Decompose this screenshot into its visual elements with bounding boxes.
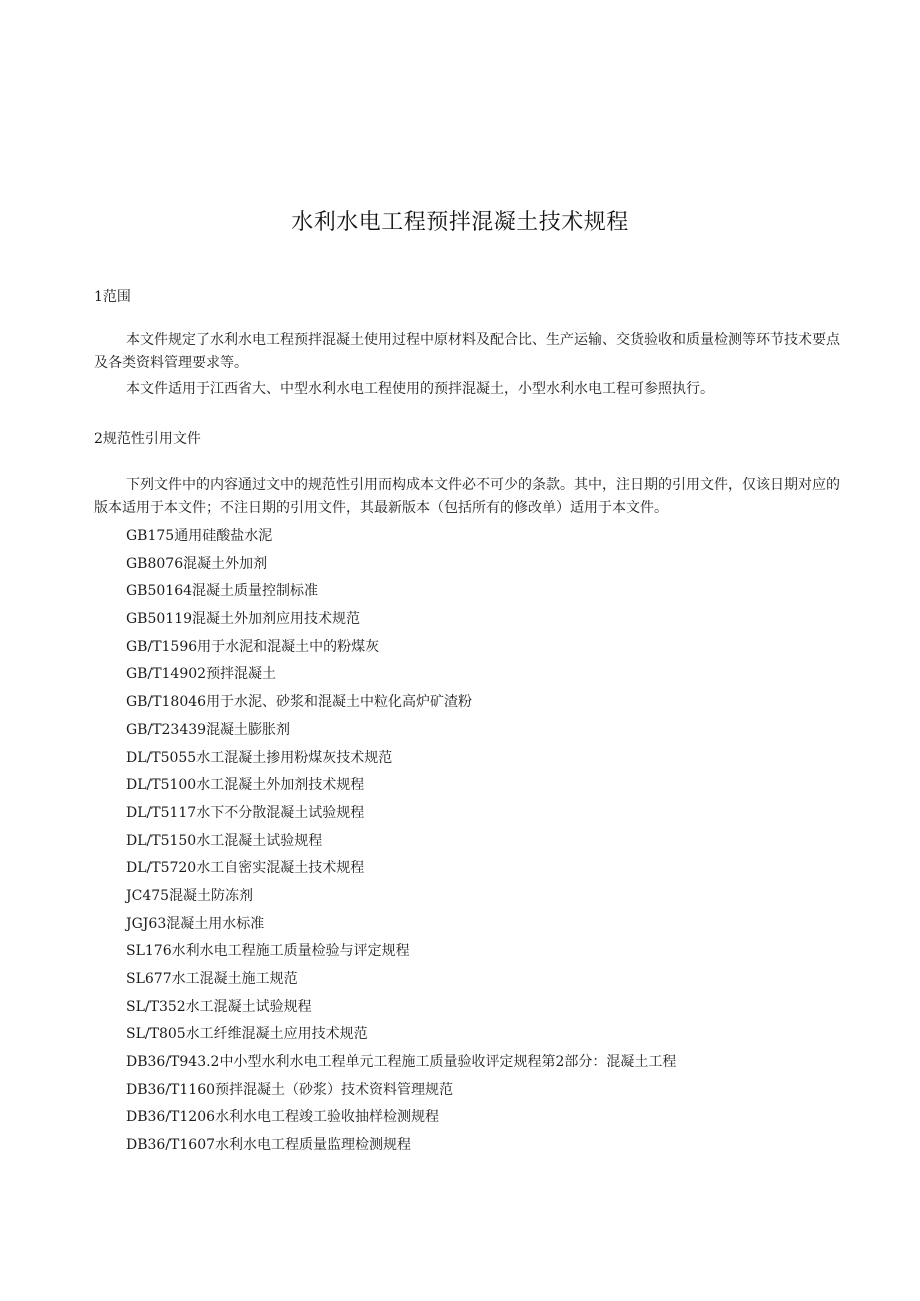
reference-item: GB/T23439混凝土膨胀剂 [126,721,291,738]
reference-item: DB36/T943.2中小型水利水电工程单元工程施工质量验收评定规程第2部分：混凝土工程 [126,1054,677,1071]
reference-item: GB/T1596用于水泥和混凝土中的粉煤灰 [126,638,380,655]
reference-item: SL176水利水电工程施工质量检验与评定规程 [126,943,410,960]
reference-item: GB/T18046用于水泥、砂浆和混凝土中粒化高炉矿渣粉 [126,694,473,711]
section-heading-scope: 1范围 [94,289,131,305]
reference-item: GB50164混凝土质量控制标准 [126,583,319,600]
reference-item: SL677水工混凝土施工规范 [126,971,298,987]
reference-item: DB36/T1607水利水电工程质量监理检测规程 [126,1137,412,1154]
section-heading-normative-references: 2规范性引用文件 [94,431,201,447]
reference-item: DL/T5720水工自密实混凝土技术规程 [126,860,365,877]
reference-item: DB36/T1160预拌混凝土（砂浆）技术资料管理规范 [126,1081,454,1098]
references-intro-paragraph: 下列文件中的内容通过文中的规范性引用而构成本文件必不可少的条款。其中，注日期的引用文件，仅该日期对应的版本适用于本文件；不注日期的引用文件，其最新版本（包括所有的修改单）适用于本文件。 [94,477,840,516]
scope-paragraph-1: 本文件规定了水利水电工程预拌混凝土使用过程中原材料及配合比、生产运输、交货验收和质量检测等环节技术要点及各类资料管理要求等。 [94,332,840,371]
reference-item: DB36/T1206水利水电工程竣工验收抽样检测规程 [126,1109,440,1126]
reference-item: SL/T352水工混凝土试验规程 [126,998,312,1015]
reference-item: GB50119混凝土外加剂应用技术规范 [126,611,361,628]
reference-item: GB8076混凝土外加剂 [126,555,268,572]
reference-item: GB175通用硅酸盐水泥 [126,528,273,544]
reference-item: JC475混凝土防冻剂 [126,887,254,904]
document-title: 水利水电工程预拌混凝土技术规程 [291,210,629,235]
reference-item: DL/T5055水工混凝土掺用粉煤灰技术规范 [126,749,393,766]
reference-item: DL/T5100水工混凝土外加剂技术规程 [126,777,365,794]
scope-paragraph-2: 本文件适用于江西省大、中型水利水电工程使用的预拌混凝土，小型水利水电工程可参照执行。 [126,381,714,397]
reference-item: SL/T805水工纤维混凝土应用技术规范 [126,1026,368,1043]
reference-item: DL/T5150水工混凝土试验规程 [126,832,323,849]
reference-item: GB/T14902预拌混凝土 [126,666,277,683]
reference-list [126,523,676,1160]
reference-item: DL/T5117水下不分散混凝土试验规程 [126,804,365,821]
reference-item: JGJ63混凝土用水标准 [126,915,265,932]
